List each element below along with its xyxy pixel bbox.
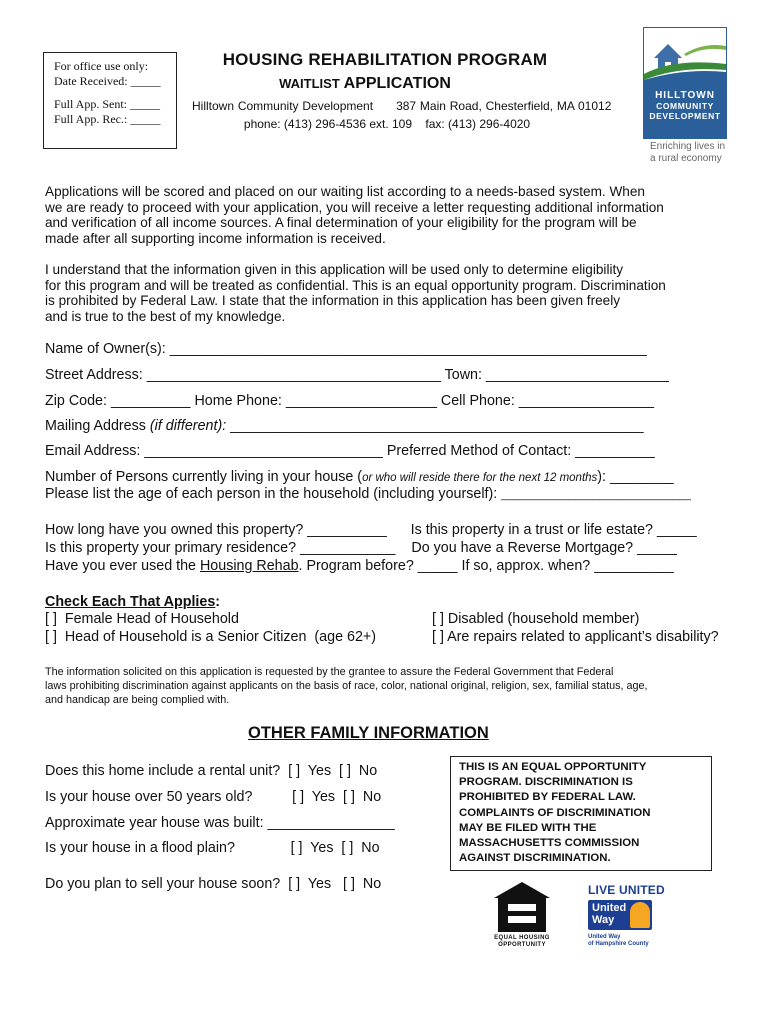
housing-rehab-text: Housing Rehab bbox=[199, 558, 299, 574]
checkbox-senior-head[interactable]: [ ] Head of Household is a Senior Citizen (age 62+) bbox=[45, 629, 376, 645]
intro-paragraph-2 bbox=[45, 262, 745, 324]
applies-title: Check Each That Applies bbox=[45, 594, 216, 610]
equal-opportunity-notice bbox=[450, 756, 712, 871]
logo-line-2: COMMUNITY bbox=[656, 101, 714, 111]
applies-heading bbox=[45, 594, 220, 610]
full-app-sent-field: Full App. Sent: _____ bbox=[54, 97, 161, 111]
intro-p1-line: made after all supporting income information is received. bbox=[45, 230, 386, 246]
q3-b[interactable]: . Program before? _____ If so, approx. when? __________ bbox=[298, 558, 674, 574]
live-united-title: LIVE UNITED bbox=[588, 883, 665, 897]
eq-line: THIS IS AN EQUAL OPPORTUNITY bbox=[459, 761, 647, 773]
zip-phone-field[interactable]: Zip Code: __________ Home Phone: ___________________ Cell Phone: _________________ bbox=[45, 393, 654, 409]
full-app-rec-field: Full App. Rec.: _____ bbox=[54, 112, 161, 126]
intro-p1-line: we are ready to proceed with your application, you will receive a letter requesting additional information bbox=[45, 199, 664, 215]
other-family-title: OTHER FAMILY INFORMATION bbox=[248, 724, 489, 742]
logo-tagline bbox=[650, 141, 725, 165]
year-built-field[interactable]: Approximate year house was built: ________________ bbox=[45, 815, 395, 831]
subtitle-prefix: WAITLIST bbox=[279, 76, 340, 91]
eho-line-1: EQUAL HOUSING bbox=[494, 935, 550, 941]
logo-landscape bbox=[643, 27, 727, 85]
checkbox-female-head[interactable]: [ ] Female Head of Household bbox=[45, 611, 239, 627]
tagline-line-2: a rural economy bbox=[650, 153, 722, 164]
notice-line: and handicap are being complied with. bbox=[45, 694, 230, 706]
owner-name-field[interactable]: Name of Owner(s): ____________________________________________________________ bbox=[45, 341, 647, 357]
united-way-badge bbox=[588, 900, 652, 930]
united-way-subtitle bbox=[588, 934, 649, 948]
ages-blank[interactable]: _______________________________ bbox=[501, 489, 691, 501]
property-q1[interactable]: How long have you owned this property? __________ Is this property in a trust or life estate? _____ bbox=[45, 522, 697, 538]
rainbow-hand-icon bbox=[630, 902, 650, 928]
intro-paragraph-1 bbox=[45, 184, 745, 246]
logo-line-1: HILLTOWN bbox=[655, 90, 715, 101]
eq-line: PROHIBITED BY FEDERAL LAW. bbox=[459, 791, 636, 804]
email-contact-field[interactable]: Email Address: ______________________________ Preferred Method of Contact: __________ bbox=[45, 443, 655, 459]
subtitle-main: APPLICATION bbox=[339, 75, 451, 92]
sell-house-question[interactable]: Do you plan to sell your house soon? [ ] Yes [ ] No bbox=[45, 876, 382, 892]
property-q3[interactable] bbox=[45, 558, 674, 574]
lu-sub-1: United Way bbox=[588, 934, 621, 940]
ages-label: Please list the age of each person in the household (including yourself): bbox=[45, 486, 502, 502]
badge-line-2: Way bbox=[592, 914, 615, 926]
logo-line-3: DEVELOPMENT bbox=[649, 111, 721, 121]
household-persons-field[interactable] bbox=[45, 469, 674, 485]
flood-plain-question[interactable]: Is your house in a flood plain? [ ] Yes [ ] No bbox=[45, 840, 380, 856]
badge-line-1: United bbox=[592, 902, 627, 914]
house-landscape-icon bbox=[644, 28, 726, 84]
page-subtitle bbox=[180, 75, 550, 93]
logo-text bbox=[643, 91, 727, 121]
intro-p2-line: I understand that the information given in this application will be used only to determine eligibility bbox=[45, 262, 624, 277]
office-use-box bbox=[43, 52, 177, 149]
equal-housing-icon bbox=[490, 880, 554, 934]
intro-p2-line: for this program and will be treated as confidential. This is an equal opportunity program. Discrimination bbox=[45, 277, 666, 293]
street-town-field[interactable]: Street Address: _____________________________________ Town: _______________________ bbox=[45, 367, 669, 383]
united-way-text bbox=[592, 902, 626, 926]
eq-line: PROGRAM. DISCRIMINATION IS bbox=[459, 776, 633, 789]
q3-a: Have you ever used the bbox=[45, 558, 200, 574]
intro-p2-line: is prohibited by Federal Law. I state that the information in this application has been given freely bbox=[45, 293, 621, 308]
page-title: HOUSING REHABILITATION PROGRAM bbox=[222, 50, 548, 69]
persons-note: or who will reside there for the next 12 months bbox=[362, 472, 598, 484]
eq-line: MASSACHUSETTS COMMISSION bbox=[459, 837, 640, 850]
eq-line: COMPLAINTS OF DISCRIMINATION bbox=[459, 806, 651, 819]
intro-p1-line: Applications will be scored and placed on our waiting list according to a needs-based system. When bbox=[45, 184, 645, 199]
intro-p1-line: and verification of all income sources. A final determination of your eligibility for the program will be bbox=[45, 215, 637, 230]
equal-housing-label bbox=[490, 935, 554, 949]
org-address: Hilltown Community Development 387 Main Road, Chesterfield, MA 01012 bbox=[192, 99, 612, 113]
household-ages-field[interactable] bbox=[45, 486, 691, 502]
org-phone-fax: phone: (413) 296-4536 ext. 109 fax: (413) 296-4020 bbox=[243, 117, 531, 131]
mailing-label: Mailing Address bbox=[45, 418, 150, 434]
persons-label: Number of Persons currently living in your house ( bbox=[45, 469, 363, 485]
eq-line: AGAINST DISCRIMINATION. bbox=[459, 852, 611, 865]
date-received-field: Date Received: _____ bbox=[54, 74, 161, 88]
office-use-label: For office use only: bbox=[54, 59, 149, 73]
applies-colon: : bbox=[215, 594, 221, 610]
notice-line: laws prohibiting discrimination against applicants on the basis of race, color, national original, religion, sex, familial status, age, bbox=[45, 680, 648, 692]
tagline-line-1: Enriching lives in bbox=[650, 141, 726, 152]
mailing-blank[interactable]: ____________________________________________________ bbox=[226, 418, 644, 434]
persons-blank[interactable]: ): ________ bbox=[597, 469, 674, 485]
property-q2[interactable]: Is this property your primary residence? ____________ Do you have a Reverse Mortgage? _____ bbox=[45, 540, 677, 556]
rental-unit-question[interactable]: Does this home include a rental unit? [ ] Yes [ ] No bbox=[45, 763, 378, 779]
lu-sub-2: of Hampshire County bbox=[588, 941, 649, 947]
intro-p2-line: and is true to the best of my knowledge. bbox=[45, 308, 286, 324]
eq-line: MAY BE FILED WITH THE bbox=[459, 821, 597, 834]
mailing-address-field[interactable] bbox=[45, 418, 644, 434]
notice-line: The information solicited on this application is requested by the grantee to assure the Federal Government that Federal bbox=[45, 666, 614, 678]
eho-line-2: OPPORTUNITY bbox=[498, 942, 546, 948]
checkbox-disability-repairs[interactable]: [ ] Are repairs related to applicant’s disability? bbox=[432, 629, 719, 645]
hilltown-logo bbox=[643, 27, 727, 139]
house-age-question[interactable]: Is your house over 50 years old? [ ] Yes [ ] No bbox=[45, 789, 382, 805]
mailing-note: (if different): bbox=[149, 418, 227, 434]
checkbox-disabled[interactable]: [ ] Disabled (household member) bbox=[432, 611, 640, 627]
